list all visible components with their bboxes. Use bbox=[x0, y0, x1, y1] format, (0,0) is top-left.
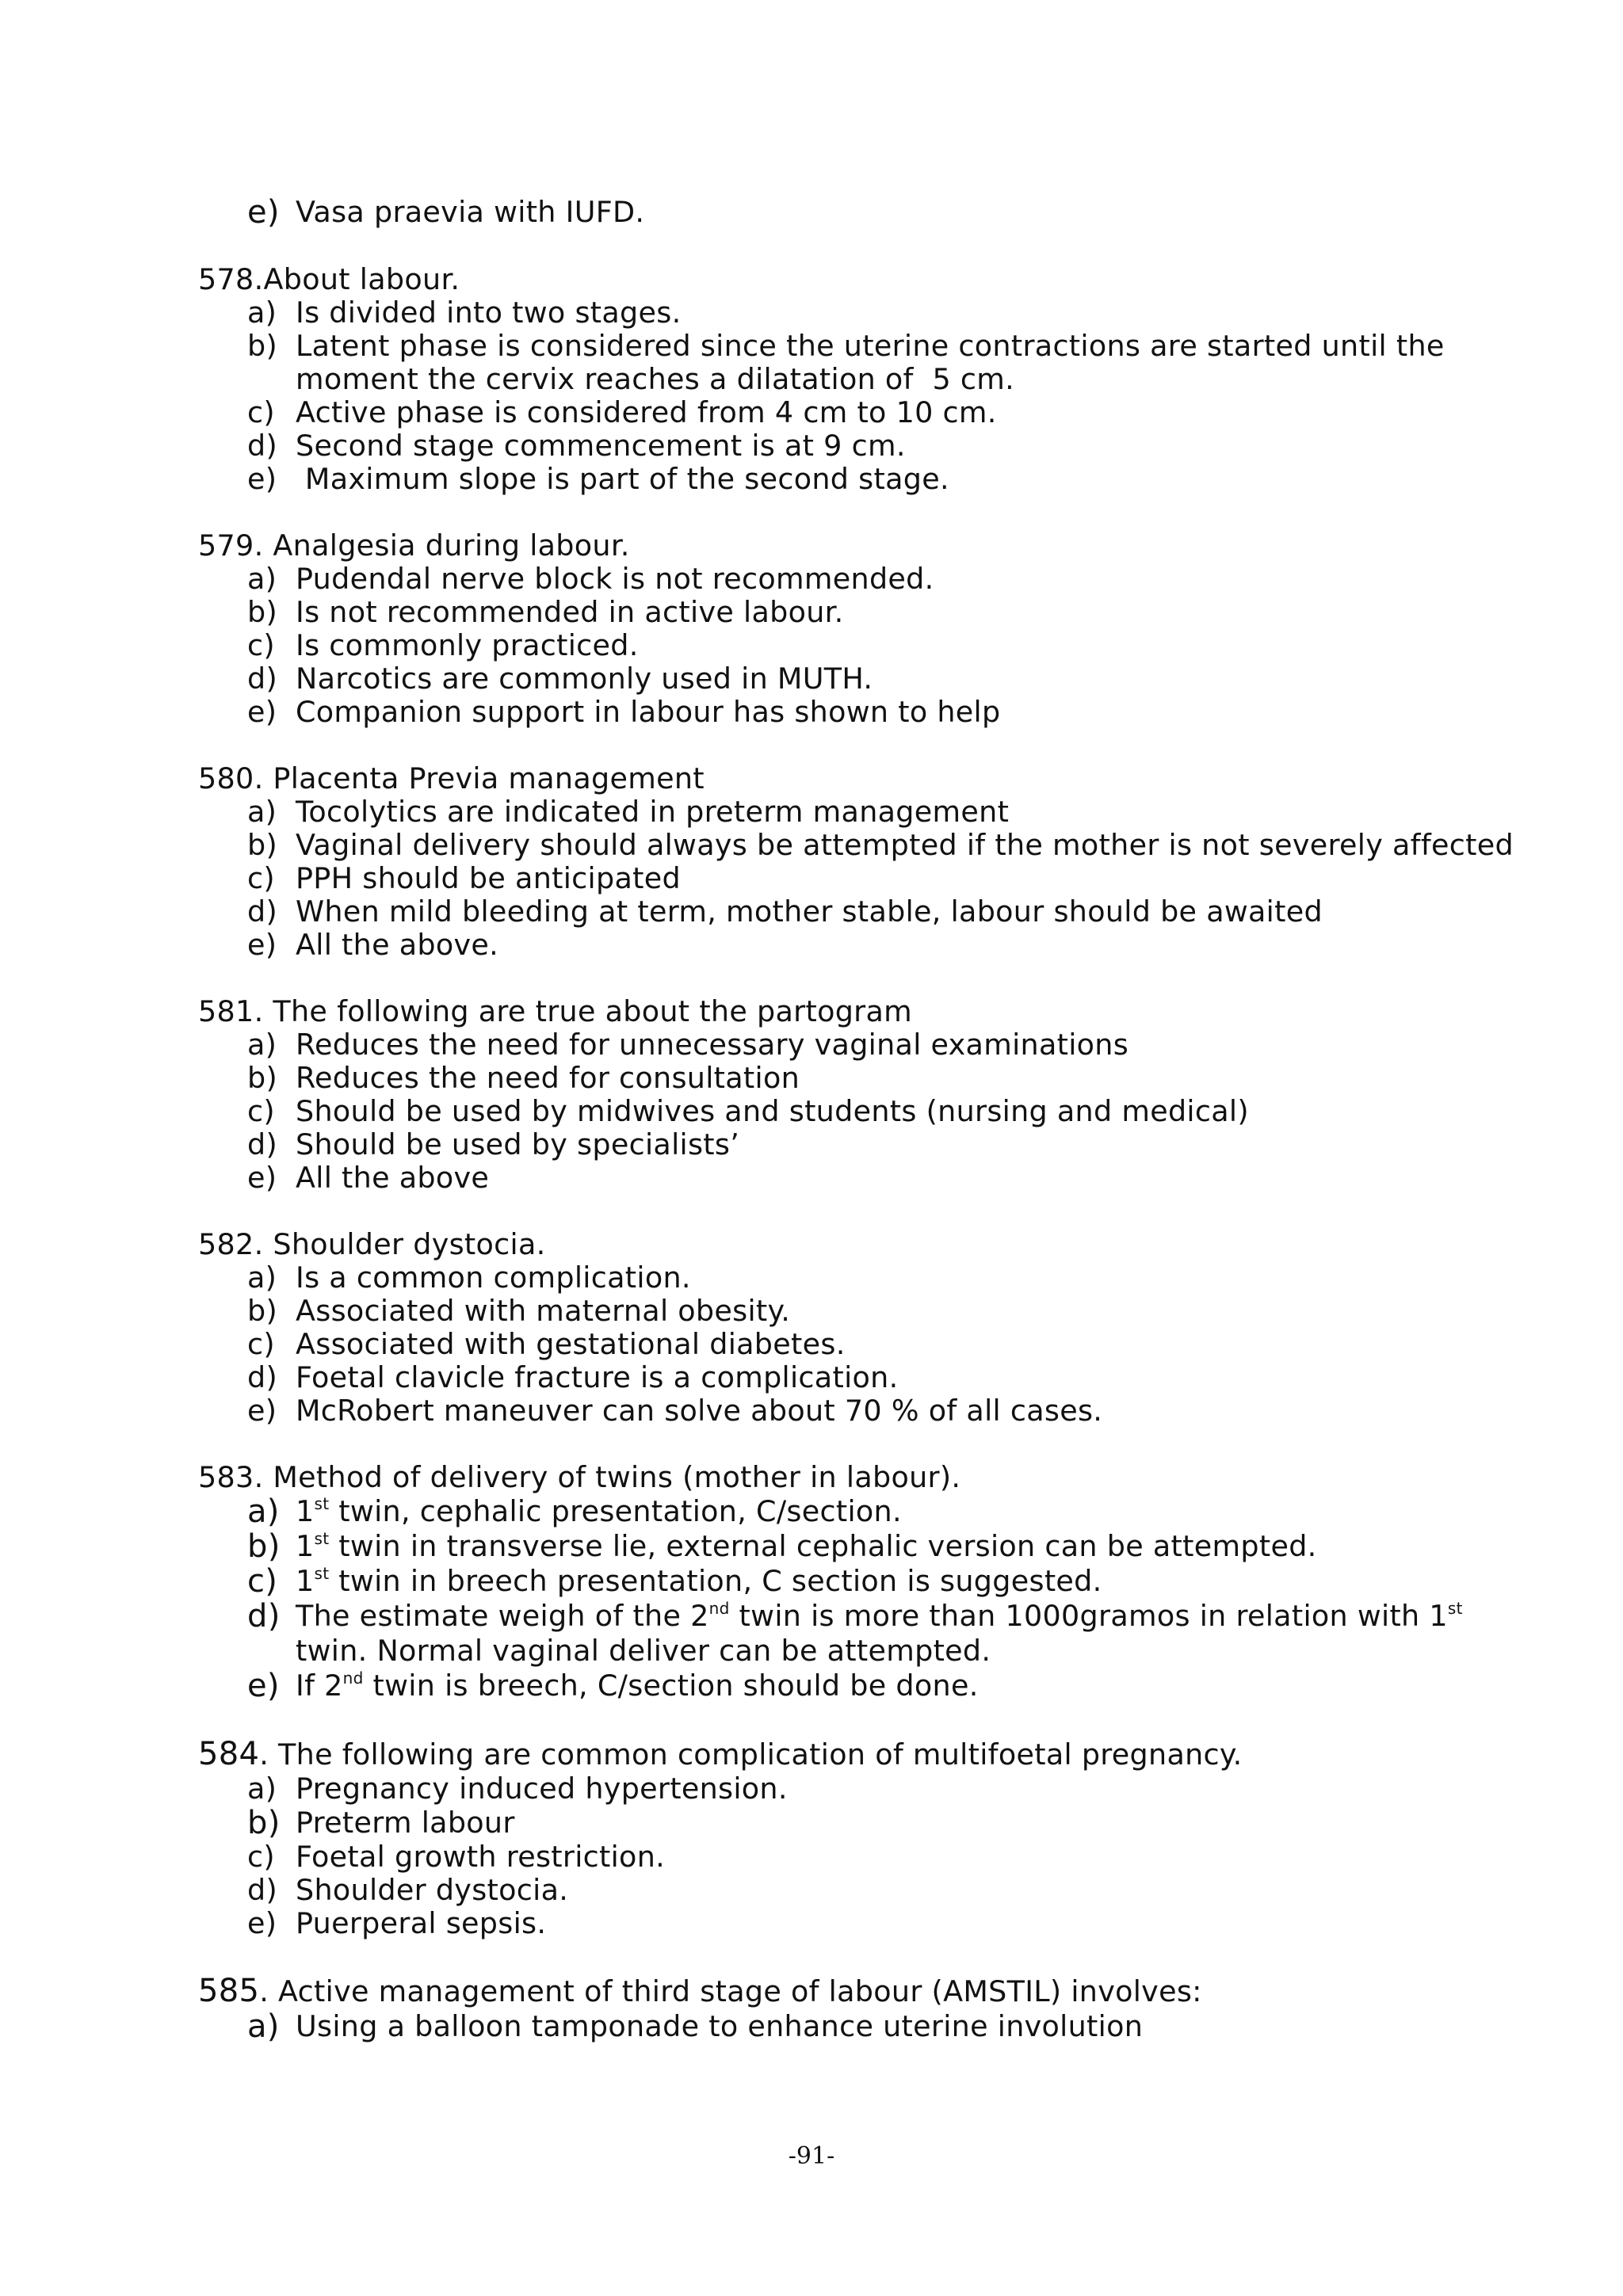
option-c bbox=[198, 1840, 1482, 1874]
question-number: 578. bbox=[198, 262, 264, 296]
option-text: PPH should be anticipated bbox=[296, 861, 681, 895]
option-text-part: twin is breech, C/section should be done. bbox=[363, 1669, 979, 1703]
option-e bbox=[198, 1161, 1482, 1195]
question-number: 581. bbox=[198, 994, 264, 1028]
option-letter: e) bbox=[247, 1394, 277, 1428]
question-title bbox=[198, 762, 1482, 795]
option-text-part: twin, cephalic presentation, C/section. bbox=[329, 1494, 902, 1528]
option-d bbox=[198, 662, 1482, 696]
option-text: Associated with maternal obesity. bbox=[296, 1294, 791, 1328]
option-letter: e) bbox=[247, 462, 277, 496]
option-text-part: twin in transverse lie, external cephalic version can be attempted. bbox=[329, 1529, 1317, 1563]
option-d bbox=[198, 895, 1482, 929]
option-list bbox=[198, 563, 1482, 729]
option-text: Reduces the need for unnecessary vaginal examinations bbox=[296, 1028, 1129, 1062]
option-list bbox=[198, 1028, 1482, 1195]
option-letter: a) bbox=[247, 1028, 277, 1062]
option-text: McRobert maneuver can solve about 70 % of all cases. bbox=[296, 1394, 1103, 1428]
ordinal-suffix: nd bbox=[342, 1668, 364, 1688]
question-stem: Method of delivery of twins (mother in labour). bbox=[263, 1460, 961, 1494]
option-text: Foetal growth restriction. bbox=[296, 1840, 666, 1874]
option-a bbox=[198, 1028, 1482, 1062]
question-title bbox=[198, 1737, 1482, 1772]
option-letter: e) bbox=[247, 194, 280, 231]
option-b bbox=[198, 596, 1482, 629]
question-581 bbox=[198, 995, 1482, 1195]
ordinal-suffix: st bbox=[314, 1563, 330, 1583]
option-text: Preterm labour bbox=[296, 1806, 515, 1840]
option-b bbox=[198, 1062, 1482, 1095]
question-stem: About labour. bbox=[263, 262, 460, 296]
option-text: Maximum slope is part of the second stage. bbox=[296, 462, 949, 496]
option-text: Shoulder dystocia. bbox=[296, 1873, 569, 1907]
option-d bbox=[198, 1361, 1482, 1394]
option-letter: a) bbox=[247, 795, 277, 829]
option-letter: a) bbox=[247, 2008, 280, 2045]
question-stem: Analgesia during labour. bbox=[263, 528, 630, 563]
option-text: Foetal clavicle fracture is a complication. bbox=[296, 1360, 899, 1394]
option-text: Pudendal nerve block is not recommended. bbox=[296, 562, 934, 596]
option-a bbox=[198, 1772, 1482, 1806]
option-e bbox=[198, 1907, 1482, 1940]
option-text: Associated with gestational diabetes. bbox=[296, 1327, 846, 1361]
option-text-line bbox=[296, 1599, 1482, 1634]
option-text: Latent phase is considered since the uterine contractions are started until the bbox=[296, 329, 1445, 363]
option-letter: e) bbox=[247, 928, 277, 962]
option-letter: d) bbox=[247, 429, 278, 463]
option-text-part: 1 bbox=[296, 1529, 315, 1563]
option-text: All the above. bbox=[296, 928, 499, 962]
option-letter: c) bbox=[247, 1327, 275, 1361]
question-number: 584 bbox=[198, 1736, 260, 1772]
option-text-part: The estimate weigh of the 2 bbox=[296, 1599, 709, 1633]
option-letter: b) bbox=[247, 1528, 281, 1565]
option-letter: b) bbox=[247, 1061, 278, 1095]
question-stem: . Active management of third stage of labour (AMSTIL) involves: bbox=[259, 1974, 1202, 2008]
option-c bbox=[198, 1328, 1482, 1361]
option-letter: b) bbox=[247, 1294, 278, 1328]
question-584 bbox=[198, 1737, 1482, 1940]
option-text: All the above bbox=[296, 1161, 490, 1195]
question-577-continued bbox=[198, 195, 1482, 230]
question-number: 583. bbox=[198, 1460, 264, 1494]
option-text: Pregnancy induced hypertension. bbox=[296, 1772, 788, 1806]
question-list bbox=[198, 194, 1514, 2045]
option-letter: d) bbox=[247, 1873, 278, 1907]
ordinal-suffix: st bbox=[1447, 1598, 1463, 1618]
option-text-part: 1 bbox=[296, 1564, 315, 1598]
option-a bbox=[198, 2009, 1482, 2044]
option-letter: b) bbox=[247, 329, 278, 363]
option-a bbox=[198, 296, 1482, 330]
option-letter: c) bbox=[247, 628, 275, 662]
option-letter: a) bbox=[247, 562, 277, 596]
option-c bbox=[198, 1564, 1482, 1599]
option-text: Active phase is considered from 4 cm to 10 cm. bbox=[296, 395, 997, 429]
option-e bbox=[198, 1394, 1482, 1428]
question-title bbox=[198, 1974, 1482, 2009]
ordinal-suffix: st bbox=[314, 1528, 330, 1548]
option-letter: e) bbox=[247, 1906, 277, 1940]
option-b bbox=[198, 1529, 1482, 1564]
option-text: Is not recommended in active labour. bbox=[296, 595, 844, 629]
option-letter: d) bbox=[247, 1127, 278, 1161]
option-text-part: twin in breech presentation, C section is suggested. bbox=[329, 1564, 1102, 1598]
option-letter: a) bbox=[247, 1493, 280, 1530]
question-title bbox=[198, 529, 1482, 563]
option-text: Vaginal delivery should always be attempted if the mother is not severely affected bbox=[296, 828, 1514, 862]
option-text: When mild bleeding at term, mother stable, labour should be awaited bbox=[296, 894, 1323, 929]
option-d bbox=[198, 1128, 1482, 1161]
option-d bbox=[198, 1599, 1482, 1669]
option-a bbox=[198, 795, 1482, 829]
question-number: 585 bbox=[198, 1973, 260, 2009]
option-letter: a) bbox=[247, 1261, 277, 1295]
option-e bbox=[198, 1669, 1482, 1703]
option-text: Should be used by specialists’ bbox=[296, 1127, 740, 1161]
option-letter: d) bbox=[247, 1360, 278, 1394]
question-578 bbox=[198, 263, 1482, 496]
option-letter: c) bbox=[247, 1563, 278, 1600]
question-title bbox=[198, 1461, 1482, 1494]
option-e bbox=[198, 696, 1482, 729]
option-b bbox=[198, 1806, 1482, 1840]
question-title bbox=[198, 1228, 1482, 1261]
ordinal-suffix: nd bbox=[708, 1598, 730, 1618]
question-stem: Shoulder dystocia. bbox=[263, 1227, 546, 1261]
option-letter: e) bbox=[247, 695, 277, 729]
option-list bbox=[198, 2009, 1482, 2044]
option-text-part: If 2 bbox=[296, 1669, 343, 1703]
option-text: Puerperal sepsis. bbox=[296, 1906, 547, 1940]
option-text: Is divided into two stages. bbox=[296, 296, 682, 330]
option-b bbox=[198, 1295, 1482, 1328]
question-number: 579. bbox=[198, 528, 264, 563]
option-letter: c) bbox=[247, 1840, 275, 1874]
option-letter: a) bbox=[247, 1772, 277, 1806]
question-stem: The following are true about the partogram bbox=[263, 994, 913, 1028]
question-title bbox=[198, 263, 1482, 296]
option-c bbox=[198, 396, 1482, 429]
question-579 bbox=[198, 529, 1482, 729]
option-list bbox=[198, 1261, 1482, 1428]
option-letter: d) bbox=[247, 662, 278, 696]
option-a bbox=[198, 1494, 1482, 1529]
option-e bbox=[198, 929, 1482, 962]
option-text-part: twin is more than 1000gramos in relation with 1 bbox=[729, 1599, 1448, 1633]
option-d bbox=[198, 429, 1482, 463]
option-c bbox=[198, 1095, 1482, 1128]
question-stem: . The following are common complication of multifoetal pregnancy. bbox=[259, 1737, 1243, 1772]
option-letter: a) bbox=[247, 296, 277, 330]
option-text: Narcotics are commonly used in MUTH. bbox=[296, 662, 873, 696]
option-letter: e) bbox=[247, 1161, 277, 1195]
option-c bbox=[198, 862, 1482, 895]
option-e bbox=[198, 463, 1482, 496]
option-list bbox=[198, 296, 1482, 496]
question-585 bbox=[198, 1974, 1482, 2044]
option-text: Second stage commencement is at 9 cm. bbox=[296, 429, 906, 463]
option-list bbox=[198, 1494, 1482, 1703]
ordinal-suffix: st bbox=[314, 1493, 330, 1513]
option-text: Using a balloon tamponade to enhance uterine involution bbox=[296, 2009, 1144, 2043]
question-583 bbox=[198, 1461, 1482, 1703]
option-letter: d) bbox=[247, 894, 278, 929]
question-number: 582. bbox=[198, 1227, 264, 1261]
question-stem: Placenta Previa management bbox=[263, 761, 705, 795]
option-list bbox=[198, 1772, 1482, 1940]
option-a bbox=[198, 563, 1482, 596]
option-text: Tocolytics are indicated in preterm management bbox=[296, 795, 1010, 829]
option-text-part: 1 bbox=[296, 1494, 315, 1528]
option-letter: e) bbox=[247, 1668, 280, 1704]
option-letter: d) bbox=[247, 1598, 281, 1634]
option-list bbox=[198, 795, 1514, 962]
option-list bbox=[198, 195, 1482, 230]
option-text: Vasa praevia with IUFD. bbox=[296, 195, 645, 229]
option-text: Is a common complication. bbox=[296, 1261, 691, 1295]
option-text: Companion support in labour has shown to help bbox=[296, 695, 1001, 729]
option-letter: b) bbox=[247, 828, 278, 862]
question-582 bbox=[198, 1228, 1482, 1428]
option-text-continued: twin. Normal vaginal deliver can be attempted. bbox=[296, 1634, 991, 1668]
option-letter: c) bbox=[247, 861, 275, 895]
option-text-continued: moment the cervix reaches a dilatation of 5 cm. bbox=[296, 362, 1015, 396]
option-text: Reduces the need for consultation bbox=[296, 1061, 800, 1095]
question-580 bbox=[198, 761, 1514, 962]
option-d bbox=[198, 1874, 1482, 1907]
option-e bbox=[198, 195, 1482, 230]
option-b bbox=[198, 330, 1482, 396]
option-text: Is commonly practiced. bbox=[296, 628, 639, 662]
option-letter: c) bbox=[247, 395, 275, 429]
question-number: 580. bbox=[198, 761, 264, 795]
option-letter: c) bbox=[247, 1094, 275, 1128]
option-b bbox=[198, 828, 1514, 862]
option-a bbox=[198, 1261, 1482, 1295]
option-c bbox=[198, 629, 1482, 662]
question-title bbox=[198, 995, 1482, 1028]
option-letter: b) bbox=[247, 595, 278, 629]
option-letter: b) bbox=[247, 1805, 281, 1841]
option-text: Should be used by midwives and students (nursing and medical) bbox=[296, 1094, 1249, 1128]
page-number: -91- bbox=[788, 2142, 835, 2170]
